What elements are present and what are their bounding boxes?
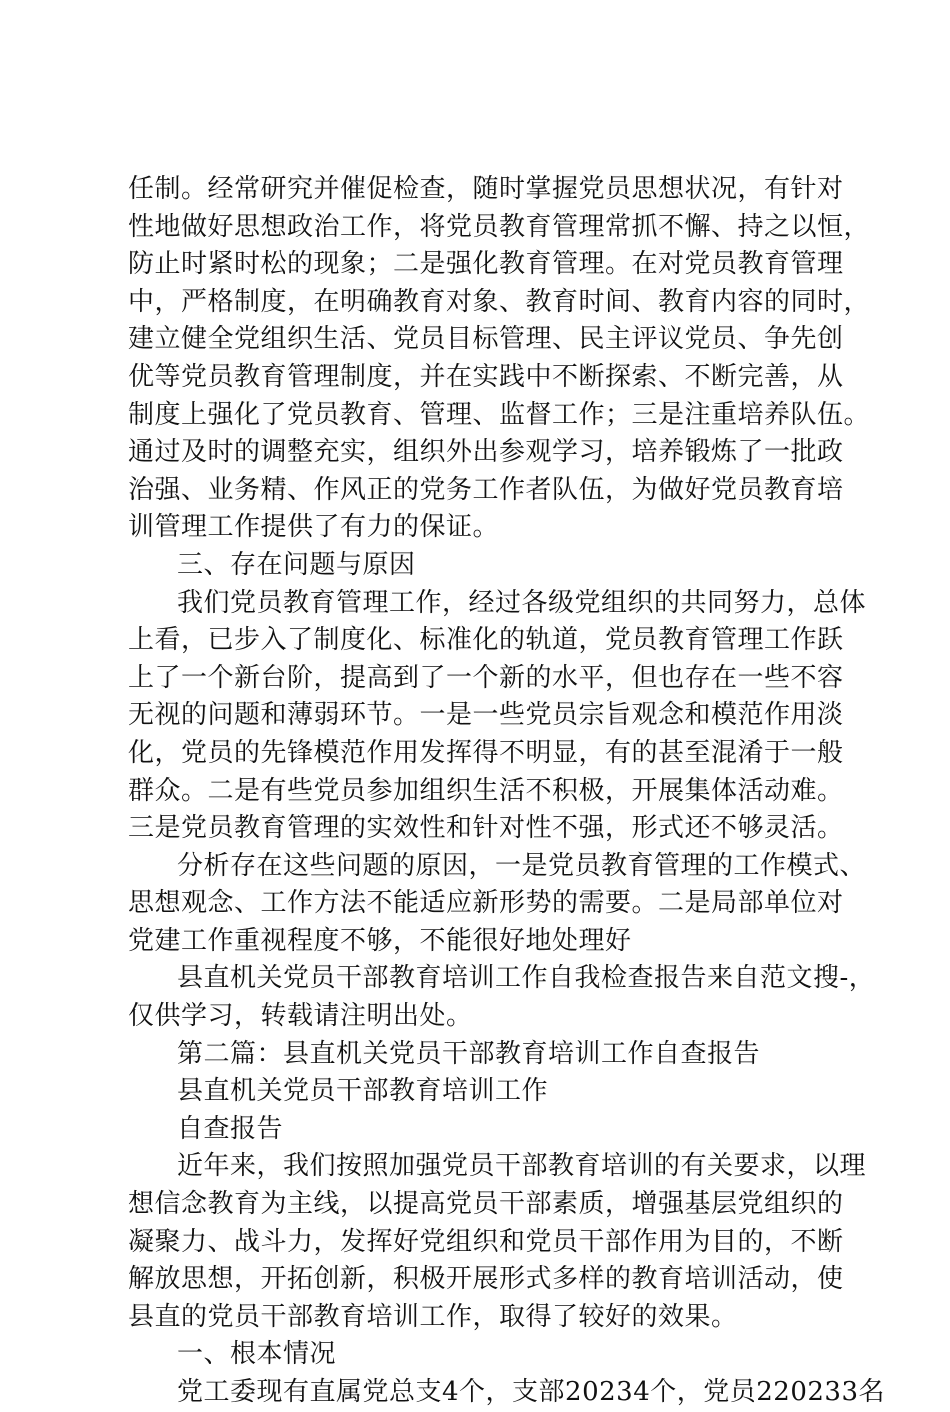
text-line: 中，严格制度，在明确教育对象、教育时间、教育内容的同时，	[128, 286, 871, 317]
text-line: 想信念教育为主线，以提高党员干部素质，增强基层党组织的	[128, 1189, 844, 1220]
text-line: 制度上强化了党员教育、管理、监督工作；三是注重培养队伍。	[128, 399, 871, 430]
text-line: 一、根本情况	[177, 1339, 337, 1370]
text-line: 化，党员的先锋模范作用发挥得不明显，有的甚至混淆于一般	[128, 737, 844, 768]
text-line: 第二篇：县直机关党员干部教育培训工作自查报告	[177, 1038, 761, 1069]
text-line: 凝聚力、战斗力，发挥好党组织和党员干部作用为目的，不断	[128, 1226, 844, 1257]
text-line: 训管理工作提供了有力的保证。	[128, 512, 500, 543]
text-line: 解放思想，开拓创新，积极开展形式多样的教育培训活动，使	[128, 1264, 844, 1295]
text-line: 县直机关党员干部教育培训工作自我检查报告来自范文搜-，	[177, 963, 876, 994]
text-line: 党工委现有直属党总支4个，支部20234个，党员220233名	[177, 1377, 886, 1407]
text-line: 仅供学习，转载请注明出处。	[128, 1001, 473, 1032]
text-line: 党建工作重视程度不够，不能很好地处理好	[128, 925, 632, 956]
text-line: 上了一个新台阶，提高到了一个新的水平，但也存在一些不容	[128, 662, 844, 693]
text-line: 我们党员教育管理工作，经过各级党组织的共同努力，总体	[177, 587, 867, 618]
text-line: 上看，已步入了制度化、标准化的轨道，党员教育管理工作跃	[128, 625, 844, 656]
text-line: 治强、业务精、作风正的党务工作者队伍，为做好党员教育培	[128, 474, 844, 505]
document-body	[128, 171, 886, 1412]
text-line: 无视的问题和薄弱环节。一是一些党员宗旨观念和模范作用淡	[128, 700, 844, 731]
text-line: 三、存在问题与原因	[177, 549, 416, 580]
text-line: 分析存在这些问题的原因，一是党员教育管理的工作模式、	[177, 850, 867, 881]
text-line: 防止时紧时松的现象；二是强化教育管理。在对党员教育管理	[128, 249, 844, 280]
text-line: 自查报告	[177, 1113, 284, 1144]
text-line: 任制。经常研究并催促检查，随时掌握党员思想状况，有针对	[128, 174, 844, 204]
text-line: 群众。二是有些党员参加组织生活不积极，开展集体活动难。	[128, 775, 844, 806]
text-line: 县直的党员干部教育培训工作，取得了较好的效果。	[128, 1301, 738, 1332]
text-line: 性地做好思想政治工作，将党员教育管理常抓不懈、持之以恒，	[128, 211, 871, 242]
text-line: 县直机关党员干部教育培训工作	[177, 1076, 549, 1107]
text-line: 思想观念、工作方法不能适应新形势的需要。二是局部单位对	[128, 888, 844, 919]
text-line: 通过及时的调整充实，组织外出参观学习，培养锻炼了一批政	[128, 437, 844, 468]
text-line: 优等党员教育管理制度，并在实践中不断探索、不断完善，从	[128, 361, 844, 392]
text-line: 三是党员教育管理的实效性和针对性不强，形式还不够灵活。	[128, 813, 844, 844]
text-line: 近年来，我们按照加强党员干部教育培训的有关要求，以理	[177, 1151, 867, 1182]
text-line: 建立健全党组织生活、党员目标管理、民主评议党员、争先创	[128, 324, 844, 355]
